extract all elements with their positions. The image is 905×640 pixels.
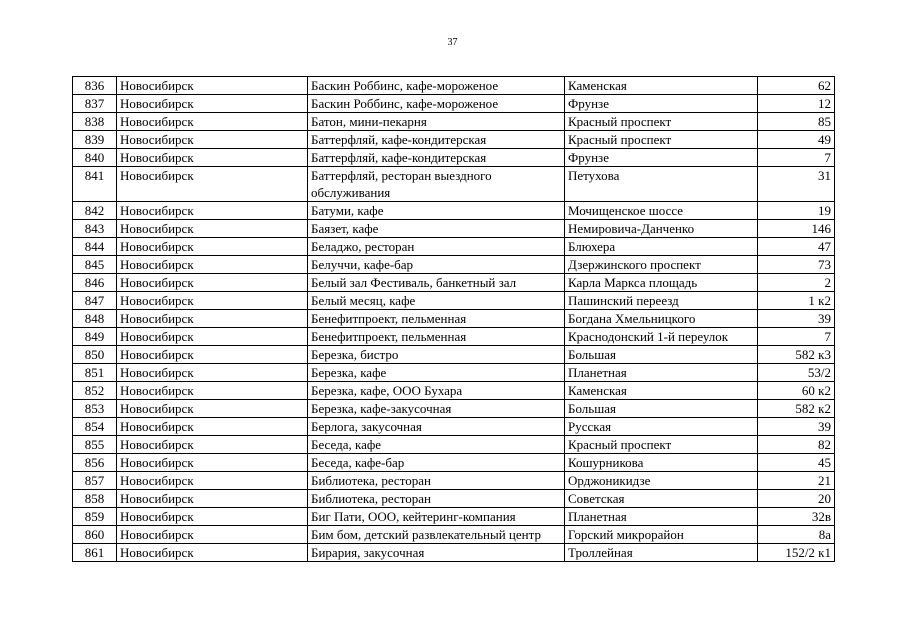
establishment-name-cell: Березка, кафе, ООО Бухара [308,382,565,400]
street-cell: Советская [565,490,758,508]
row-number-cell: 858 [73,490,117,508]
establishment-name-cell: Березка, кафе [308,364,565,382]
table-row [73,131,835,149]
house-number-cell: 582 к3 [758,346,835,364]
row-number-cell: 846 [73,274,117,292]
street-cell: Каменская [565,382,758,400]
row-number-cell: 853 [73,400,117,418]
row-number-cell: 855 [73,436,117,454]
table-row [73,328,835,346]
city-cell: Новосибирск [117,95,308,113]
street-cell: Кошурникова [565,454,758,472]
house-number-cell: 47 [758,238,835,256]
table-row [73,364,835,382]
row-number-cell: 842 [73,202,117,220]
row-number-cell: 843 [73,220,117,238]
establishment-name-cell: Библиотека, ресторан [308,472,565,490]
street-cell: Петухова [565,167,758,202]
table-row [73,400,835,418]
table-row [73,310,835,328]
table-row [73,292,835,310]
house-number-cell: 39 [758,310,835,328]
street-cell: Дзержинского проспект [565,256,758,274]
row-number-cell: 860 [73,526,117,544]
house-number-cell: 32в [758,508,835,526]
row-number-cell: 837 [73,95,117,113]
street-cell: Планетная [565,364,758,382]
house-number-cell: 8а [758,526,835,544]
row-number-cell: 838 [73,113,117,131]
city-cell: Новосибирск [117,77,308,95]
city-cell: Новосибирск [117,292,308,310]
establishment-name-cell: Бенефитпроект, пельменная [308,328,565,346]
city-cell: Новосибирск [117,167,308,202]
city-cell: Новосибирск [117,238,308,256]
city-cell: Новосибирск [117,220,308,238]
house-number-cell: 31 [758,167,835,202]
establishment-name-cell: Березка, бистро [308,346,565,364]
row-number-cell: 849 [73,328,117,346]
house-number-cell: 60 к2 [758,382,835,400]
house-number-cell: 2 [758,274,835,292]
row-number-cell: 856 [73,454,117,472]
establishment-name-cell: Беседа, кафе-бар [308,454,565,472]
row-number-cell: 839 [73,131,117,149]
row-number-cell: 836 [73,77,117,95]
city-cell: Новосибирск [117,400,308,418]
street-cell: Красный проспект [565,113,758,131]
house-number-cell: 53/2 [758,364,835,382]
house-number-cell: 12 [758,95,835,113]
city-cell: Новосибирск [117,454,308,472]
establishment-name-cell: Баязет, кафе [308,220,565,238]
table-row [73,274,835,292]
table-row [73,149,835,167]
establishment-name-cell: Беседа, кафе [308,436,565,454]
establishment-name-cell: Белуччи, кафе-бар [308,256,565,274]
table-row [73,508,835,526]
house-number-cell: 49 [758,131,835,149]
establishment-name-cell: Батон, мини-пекарня [308,113,565,131]
table-row [73,490,835,508]
city-cell: Новосибирск [117,472,308,490]
table-row [73,346,835,364]
city-cell: Новосибирск [117,544,308,562]
street-cell: Фрунзе [565,95,758,113]
table-row [73,256,835,274]
street-cell: Мочищенское шоссе [565,202,758,220]
row-number-cell: 851 [73,364,117,382]
city-cell: Новосибирск [117,310,308,328]
establishment-name-cell: Баттерфляй, кафе-кондитерская [308,131,565,149]
establishment-name-cell: Берлога, закусочная [308,418,565,436]
city-cell: Новосибирск [117,364,308,382]
city-cell: Новосибирск [117,328,308,346]
establishment-name-cell: Белый зал Фестиваль, банкетный зал [308,274,565,292]
street-cell: Блюхера [565,238,758,256]
establishment-name-cell: Библиотека, ресторан [308,490,565,508]
table-row [73,220,835,238]
house-number-cell: 62 [758,77,835,95]
row-number-cell: 859 [73,508,117,526]
row-number-cell: 840 [73,149,117,167]
table-row [73,436,835,454]
table-row [73,202,835,220]
table-row [73,77,835,95]
row-number-cell: 847 [73,292,117,310]
city-cell: Новосибирск [117,113,308,131]
establishment-name-cell: Бирария, закусочная [308,544,565,562]
city-cell: Новосибирск [117,202,308,220]
table-row [73,544,835,562]
city-cell: Новосибирск [117,490,308,508]
row-number-cell: 844 [73,238,117,256]
establishment-name-cell: Березка, кафе-закусочная [308,400,565,418]
row-number-cell: 852 [73,382,117,400]
street-cell: Краснодонский 1-й переулок [565,328,758,346]
table-row [73,472,835,490]
house-number-cell: 7 [758,149,835,167]
house-number-cell: 39 [758,418,835,436]
house-number-cell: 19 [758,202,835,220]
city-cell: Новосибирск [117,149,308,167]
table-body [73,77,835,562]
street-cell: Планетная [565,508,758,526]
row-number-cell: 845 [73,256,117,274]
establishment-name-cell: Биг Пати, ООО, кейтеринг-компания [308,508,565,526]
page-number: 37 [447,37,458,48]
row-number-cell: 850 [73,346,117,364]
street-cell: Красный проспект [565,436,758,454]
house-number-cell: 20 [758,490,835,508]
establishment-name-cell: Баскин Роббинс, кафе-мороженое [308,95,565,113]
row-number-cell: 861 [73,544,117,562]
street-cell: Орджоникидзе [565,472,758,490]
house-number-cell: 152/2 к1 [758,544,835,562]
row-number-cell: 857 [73,472,117,490]
house-number-cell: 146 [758,220,835,238]
street-cell: Пашинский переезд [565,292,758,310]
establishment-name-cell: Баттерфляй, ресторан выездного обслуживания [308,167,565,202]
establishment-name-cell: Баттерфляй, кафе-кондитерская [308,149,565,167]
establishment-name-cell: Бим бом, детский развлекательный центр [308,526,565,544]
establishment-name-cell: Батуми, кафе [308,202,565,220]
street-cell: Фрунзе [565,149,758,167]
city-cell: Новосибирск [117,508,308,526]
city-cell: Новосибирск [117,436,308,454]
table-row [73,167,835,202]
street-cell: Большая [565,346,758,364]
house-number-cell: 85 [758,113,835,131]
table-row [73,382,835,400]
establishment-name-cell: Белый месяц, кафе [308,292,565,310]
house-number-cell: 7 [758,328,835,346]
street-cell: Карла Маркса площадь [565,274,758,292]
table-row [73,418,835,436]
establishment-name-cell: Бенефитпроект, пельменная [308,310,565,328]
house-number-cell: 21 [758,472,835,490]
street-cell: Большая [565,400,758,418]
street-cell: Красный проспект [565,131,758,149]
table-row [73,113,835,131]
city-cell: Новосибирск [117,274,308,292]
city-cell: Новосибирск [117,346,308,364]
city-cell: Новосибирск [117,131,308,149]
city-cell: Новосибирск [117,418,308,436]
row-number-cell: 841 [73,167,117,202]
city-cell: Новосибирск [117,526,308,544]
street-cell: Немировича-Данченко [565,220,758,238]
street-cell: Горский микрорайон [565,526,758,544]
table-row [73,526,835,544]
table-row [73,454,835,472]
house-number-cell: 82 [758,436,835,454]
house-number-cell: 582 к2 [758,400,835,418]
establishment-name-cell: Баскин Роббинс, кафе-мороженое [308,77,565,95]
house-number-cell: 1 к2 [758,292,835,310]
row-number-cell: 854 [73,418,117,436]
city-cell: Новосибирск [117,382,308,400]
street-cell: Русская [565,418,758,436]
house-number-cell: 73 [758,256,835,274]
establishments-table [72,76,835,562]
house-number-cell: 45 [758,454,835,472]
street-cell: Богдана Хмельницкого [565,310,758,328]
establishment-name-cell: Беладжо, ресторан [308,238,565,256]
table-row [73,95,835,113]
street-cell: Троллейная [565,544,758,562]
city-cell: Новосибирск [117,256,308,274]
table-row [73,238,835,256]
street-cell: Каменская [565,77,758,95]
row-number-cell: 848 [73,310,117,328]
